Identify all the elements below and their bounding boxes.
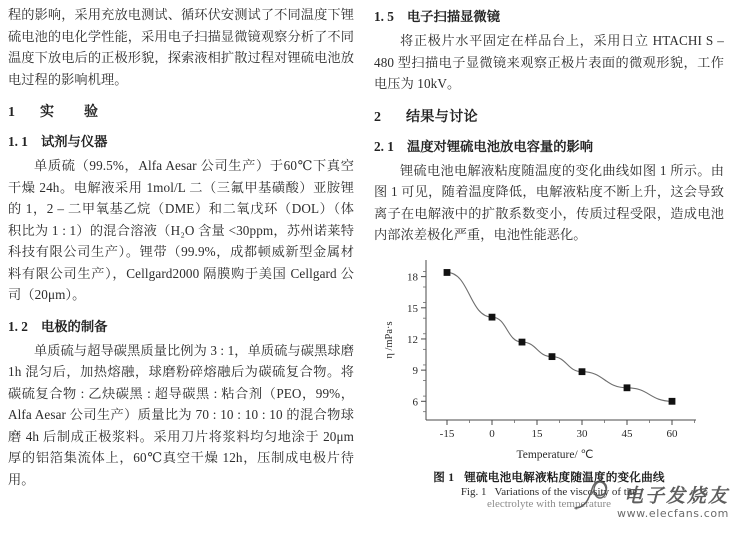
svg-text:6: 6: [412, 395, 418, 408]
svg-text:30: 30: [576, 427, 588, 440]
viscosity-temperature-chart: [380, 252, 710, 467]
caption-text-en: Variations of the viscosity of the: [494, 485, 638, 498]
caption-tag-cn: 图 1: [433, 470, 455, 484]
left-column: [8, 4, 366, 534]
section-title-2: 结果与讨论: [406, 109, 478, 125]
subsection-number-1-5: 1. 5: [374, 9, 394, 24]
caption-tag-en: Fig. 1: [460, 485, 487, 498]
subsection-title-1-2: 电极的制备: [40, 318, 108, 334]
right-column: [366, 4, 724, 534]
subsection-heading-2-1: [374, 136, 724, 155]
svg-text:18: 18: [407, 271, 418, 284]
section-title-1: 实 验: [40, 105, 106, 120]
subsection-heading-1-5: [374, 6, 724, 25]
watermark-url: www.elecfans.com: [616, 507, 729, 520]
subsection-heading-1-1: [8, 131, 354, 150]
svg-text:12: 12: [407, 333, 418, 346]
figure-caption: [374, 469, 724, 510]
paragraph-1-5: 将正极片水平固定在样品台上，采用日立 HTACHI S – 480 型扫描电子显微镜来观察正极片表面的微观形貌，工作电压为 10kV。: [374, 33, 724, 91]
caption-english-line2: electrolyte with temperature: [487, 497, 611, 510]
subsection-number-2-1: 2. 1: [374, 138, 394, 154]
subsection-number-1-2: 1. 2: [8, 318, 28, 334]
subsection-title-1-5: 电子扫描显微镜: [406, 9, 501, 24]
figure-1: [374, 252, 724, 510]
svg-text:-15: -15: [439, 427, 455, 440]
caption-text-cn: 锂硫电池电解液粘度随温度的变化曲线: [464, 470, 665, 484]
watermark-text: 电子发烧友: [623, 485, 729, 507]
svg-text:15: 15: [531, 427, 543, 440]
svg-text:9: 9: [412, 364, 418, 377]
svg-text:η /mPa·s: η /mPa·s: [384, 320, 395, 359]
svg-text:0: 0: [489, 427, 495, 440]
svg-text:60: 60: [666, 427, 678, 440]
section-number-1: 1: [8, 105, 16, 120]
subsection-title-2-1: 温度对锂硫电池放电容量的影响: [406, 138, 594, 154]
chart-svg: [380, 252, 710, 464]
section-number-2: 2: [374, 109, 382, 125]
svg-text:45: 45: [621, 427, 633, 440]
paragraph-2-1: 锂硫电池电解液粘度随温度的变化曲线如图 1 所示。由图 1 可见，随着温度降低，电解液粘度不断上升，这会导致离子在电解液中的扩散系数变小，传质过程受限，造成电池内部浓差极化严重，电池性能恶化。: [374, 162, 724, 242]
subsection-number-1-1: 1. 1: [8, 134, 28, 149]
section-heading-2: [374, 106, 724, 126]
svg-text:15: 15: [407, 302, 418, 315]
section-heading-1: [8, 101, 354, 121]
intro-paragraph: 程的影响，采用充放电测试、循环伏安测试了不同温度下锂硫电池的电化学性能，采用电子扫描显微镜观察分析了不同温度下放电后的正极形貌，探索液相扩散过程对锂硫电池放电过程的影响机理。: [8, 7, 354, 87]
subsection-heading-1-2: [8, 316, 354, 335]
caption-english: [374, 486, 724, 498]
svg-text:Temperature/ ℃: Temperature/ ℃: [516, 448, 594, 461]
paragraph-1-1: 单质硫（99.5%，Alfa Aesar 公司生产）于60℃下真空干燥 24h。电解液采用 1mol/L 二（三氟甲基磺酸）亚胺锂的 1，2 – 二甲氧基乙烷（DME）和二氧戊环（DOL）（体积比为 1 : 1）的混合溶液（H₂O 含量 <30ppm，苏州诺莱特科技有限公司生产）。锂带（99.9%，成都顿威新型金属材料有限公司生产），Cellgard2000 隔膜购于美国 Cellgard 公司（20μm）。: [8, 158, 354, 302]
paragraph-1-2: 单质硫与超导碳黑质量比例为 3 : 1，单质硫与碳黑球磨 1h 混匀后，加热熔融，球磨粉碎熔融后为碳硫复合物。将碳硫复合物 : 乙炔碳黑 : 超导碳黑 : 粘合剂（PEO，99%，Alfa Aesar 公司生产）质量比为 70 : 10 : 10 : 10 的混合物球磨 4h 后制成正极浆料。采用刀片将浆料均匀地涂于 20μm 厚的铝箔集流体上，60℃真空干燥 12h，压制成电极片待用。: [8, 342, 354, 487]
caption-chinese: [374, 469, 724, 485]
subsection-title-1-1: 试剂与仪器: [40, 134, 108, 149]
